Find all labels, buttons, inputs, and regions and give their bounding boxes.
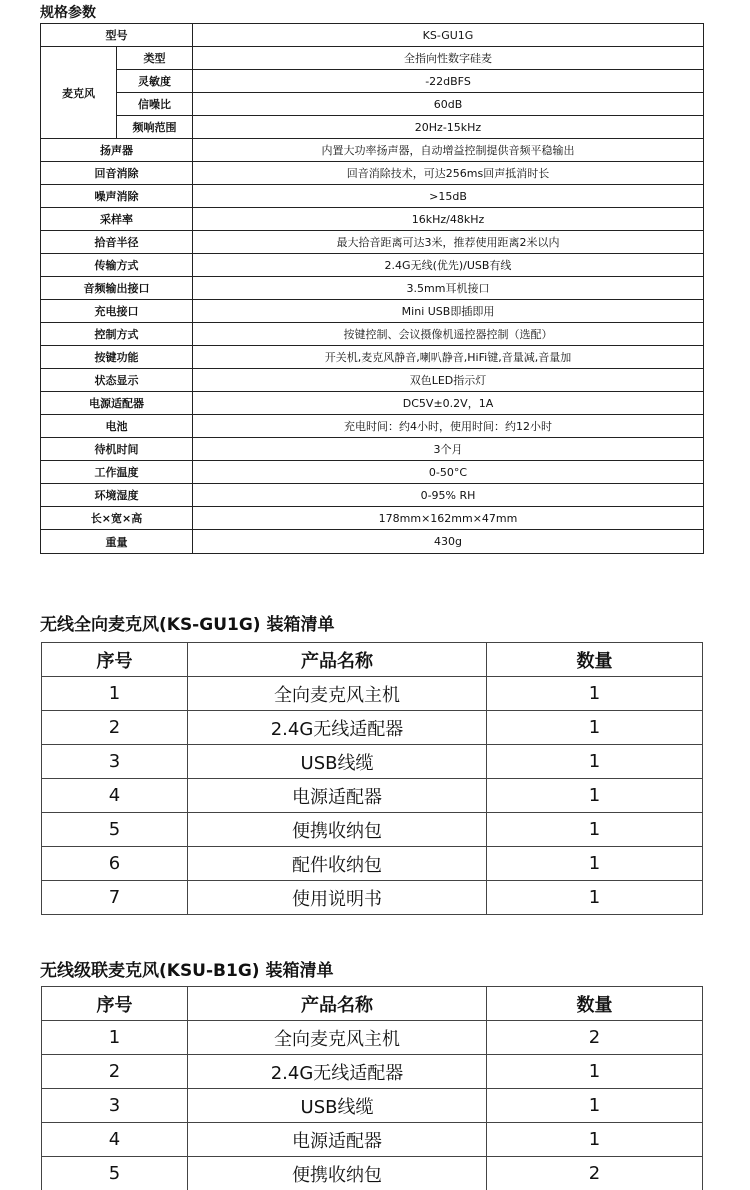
spec-value: 最大拾音距离可达3米，推荐使用距离2米以内 bbox=[193, 231, 704, 254]
packing-row bbox=[42, 1089, 703, 1123]
spec-value: 3个月 bbox=[193, 438, 704, 461]
packing-row bbox=[42, 813, 703, 847]
spec-label: 噪声消除 bbox=[41, 185, 193, 208]
packing-cell-qty: 1 bbox=[487, 711, 703, 745]
spec-row bbox=[41, 438, 704, 461]
spec-label: 状态显示 bbox=[41, 369, 193, 392]
spec-row bbox=[41, 231, 704, 254]
packing-list-table bbox=[41, 986, 703, 1190]
spec-label: 拾音半径 bbox=[41, 231, 193, 254]
packing-cell-name: USB线缆 bbox=[188, 745, 487, 779]
packing-header-row bbox=[42, 987, 703, 1021]
packing-cell-name: 电源适配器 bbox=[188, 779, 487, 813]
packing-cell-name: 2.4G无线适配器 bbox=[188, 711, 487, 745]
spec-label: 控制方式 bbox=[41, 323, 193, 346]
packing-row bbox=[42, 745, 703, 779]
packing-cell-qty: 1 bbox=[487, 779, 703, 813]
spec-row bbox=[41, 323, 704, 346]
spec-value: 20Hz-15kHz bbox=[193, 116, 704, 139]
packing-cell-qty: 1 bbox=[487, 677, 703, 711]
spec-row-mic-snr bbox=[41, 93, 704, 116]
packing-cell-no: 6 bbox=[42, 847, 188, 881]
packing-cell-qty: 1 bbox=[487, 745, 703, 779]
packing-row bbox=[42, 1021, 703, 1055]
packing-row bbox=[42, 779, 703, 813]
spec-label: 工作温度 bbox=[41, 461, 193, 484]
spec-value: Mini USB即插即用 bbox=[193, 300, 704, 323]
packing-cell-qty: 1 bbox=[487, 1089, 703, 1123]
packing-cell-name: 电源适配器 bbox=[188, 1123, 487, 1157]
spec-value: 0-95% RH bbox=[193, 484, 704, 507]
header-name: 产品名称 bbox=[188, 987, 487, 1021]
packing-cell-no: 3 bbox=[42, 745, 188, 779]
packing-row bbox=[42, 847, 703, 881]
spec-label: 型号 bbox=[41, 24, 193, 47]
spec-sublabel: 频响范围 bbox=[117, 116, 193, 139]
spec-row bbox=[41, 484, 704, 507]
header-name: 产品名称 bbox=[188, 643, 487, 677]
packing-row bbox=[42, 711, 703, 745]
packing-header-row bbox=[42, 643, 703, 677]
packing-cell-no: 4 bbox=[42, 1123, 188, 1157]
spec-label: 按键功能 bbox=[41, 346, 193, 369]
spec-row bbox=[41, 162, 704, 185]
spec-row bbox=[41, 300, 704, 323]
spec-row bbox=[41, 507, 704, 530]
spec-label: 重量 bbox=[41, 530, 193, 554]
spec-value: >15dB bbox=[193, 185, 704, 208]
spec-label: 电池 bbox=[41, 415, 193, 438]
spec-table bbox=[40, 23, 704, 554]
spec-row bbox=[41, 254, 704, 277]
spec-value: 16kHz/48kHz bbox=[193, 208, 704, 231]
packing-cell-qty: 1 bbox=[487, 1123, 703, 1157]
spec-label: 音频输出接口 bbox=[41, 277, 193, 300]
packing-row bbox=[42, 1157, 703, 1190]
packing-list-title: 无线级联麦克风(KSU-B1G) 装箱清单 bbox=[40, 956, 333, 981]
spec-label: 采样率 bbox=[41, 208, 193, 231]
spec-label: 回音消除 bbox=[41, 162, 193, 185]
header-no: 序号 bbox=[42, 643, 188, 677]
spec-sublabel: 信噪比 bbox=[117, 93, 193, 116]
spec-value: 430g bbox=[193, 530, 704, 554]
spec-value: 开关机,麦克风静音,喇叭静音,HiFi键,音量减,音量加 bbox=[193, 346, 704, 369]
spec-value: DC5V±0.2V，1A bbox=[193, 392, 704, 415]
packing-cell-name: 全向麦克风主机 bbox=[188, 677, 487, 711]
spec-value: 60dB bbox=[193, 93, 704, 116]
packing-cell-no: 1 bbox=[42, 677, 188, 711]
spec-row bbox=[41, 415, 704, 438]
spec-row bbox=[41, 392, 704, 415]
spec-row bbox=[41, 185, 704, 208]
packing-list-title: 无线全向麦克风(KS-GU1G) 装箱清单 bbox=[40, 610, 334, 635]
spec-value: 178mm×162mm×47mm bbox=[193, 507, 704, 530]
packing-cell-qty: 1 bbox=[487, 847, 703, 881]
spec-row-model bbox=[41, 24, 704, 47]
packing-cell-qty: 2 bbox=[487, 1157, 703, 1190]
spec-row bbox=[41, 461, 704, 484]
packing-row bbox=[42, 1123, 703, 1157]
spec-row bbox=[41, 530, 704, 554]
spec-label: 长×宽×高 bbox=[41, 507, 193, 530]
header-qty: 数量 bbox=[487, 987, 703, 1021]
spec-label: 传输方式 bbox=[41, 254, 193, 277]
packing-cell-name: 2.4G无线适配器 bbox=[188, 1055, 487, 1089]
packing-cell-no: 5 bbox=[42, 1157, 188, 1190]
packing-cell-qty: 1 bbox=[487, 813, 703, 847]
packing-cell-name: 使用说明书 bbox=[188, 881, 487, 915]
spec-row bbox=[41, 139, 704, 162]
packing-cell-no: 7 bbox=[42, 881, 188, 915]
packing-list-table bbox=[41, 642, 703, 915]
packing-row bbox=[42, 1055, 703, 1089]
spec-row bbox=[41, 369, 704, 392]
packing-row bbox=[42, 677, 703, 711]
spec-label: 电源适配器 bbox=[41, 392, 193, 415]
packing-cell-name: 便携收纳包 bbox=[188, 1157, 487, 1190]
packing-cell-name: 全向麦克风主机 bbox=[188, 1021, 487, 1055]
packing-cell-no: 4 bbox=[42, 779, 188, 813]
packing-cell-no: 1 bbox=[42, 1021, 188, 1055]
spec-row-mic-frequency bbox=[41, 116, 704, 139]
spec-row bbox=[41, 208, 704, 231]
spec-value: 全指向性数字硅麦 bbox=[193, 47, 704, 70]
packing-cell-qty: 1 bbox=[487, 881, 703, 915]
spec-value: 内置大功率扬声器，自动增益控制提供音频平稳输出 bbox=[193, 139, 704, 162]
spec-label: 待机时间 bbox=[41, 438, 193, 461]
packing-cell-no: 2 bbox=[42, 1055, 188, 1089]
packing-row bbox=[42, 881, 703, 915]
spec-value: KS-GU1G bbox=[193, 24, 704, 47]
spec-label: 扬声器 bbox=[41, 139, 193, 162]
spec-row-mic-sensitivity bbox=[41, 70, 704, 93]
packing-cell-no: 2 bbox=[42, 711, 188, 745]
spec-row-mic-type bbox=[41, 47, 704, 70]
spec-value: -22dBFS bbox=[193, 70, 704, 93]
packing-cell-no: 5 bbox=[42, 813, 188, 847]
packing-cell-name: 便携收纳包 bbox=[188, 813, 487, 847]
spec-value: 充电时间：约4小时，使用时间：约12小时 bbox=[193, 415, 704, 438]
packing-cell-no: 3 bbox=[42, 1089, 188, 1123]
spec-value: 按键控制、会议摄像机遥控器控制（选配） bbox=[193, 323, 704, 346]
spec-value: 3.5mm耳机接口 bbox=[193, 277, 704, 300]
header-qty: 数量 bbox=[487, 643, 703, 677]
spec-value: 0-50°C bbox=[193, 461, 704, 484]
spec-value: 双色LED指示灯 bbox=[193, 369, 704, 392]
spec-sublabel: 类型 bbox=[117, 47, 193, 70]
packing-cell-name: 配件收纳包 bbox=[188, 847, 487, 881]
spec-label: 环境湿度 bbox=[41, 484, 193, 507]
spec-label: 充电接口 bbox=[41, 300, 193, 323]
packing-cell-qty: 1 bbox=[487, 1055, 703, 1089]
spec-value: 2.4G无线(优先)/USB有线 bbox=[193, 254, 704, 277]
spec-group-label-microphone: 麦克风 bbox=[41, 47, 117, 139]
packing-cell-name: USB线缆 bbox=[188, 1089, 487, 1123]
spec-sublabel: 灵敏度 bbox=[117, 70, 193, 93]
spec-value: 回音消除技术，可达256ms回声抵消时长 bbox=[193, 162, 704, 185]
header-no: 序号 bbox=[42, 987, 188, 1021]
spec-row bbox=[41, 277, 704, 300]
spec-row bbox=[41, 346, 704, 369]
packing-cell-qty: 2 bbox=[487, 1021, 703, 1055]
spec-section-title: 规格参数 bbox=[40, 2, 96, 22]
